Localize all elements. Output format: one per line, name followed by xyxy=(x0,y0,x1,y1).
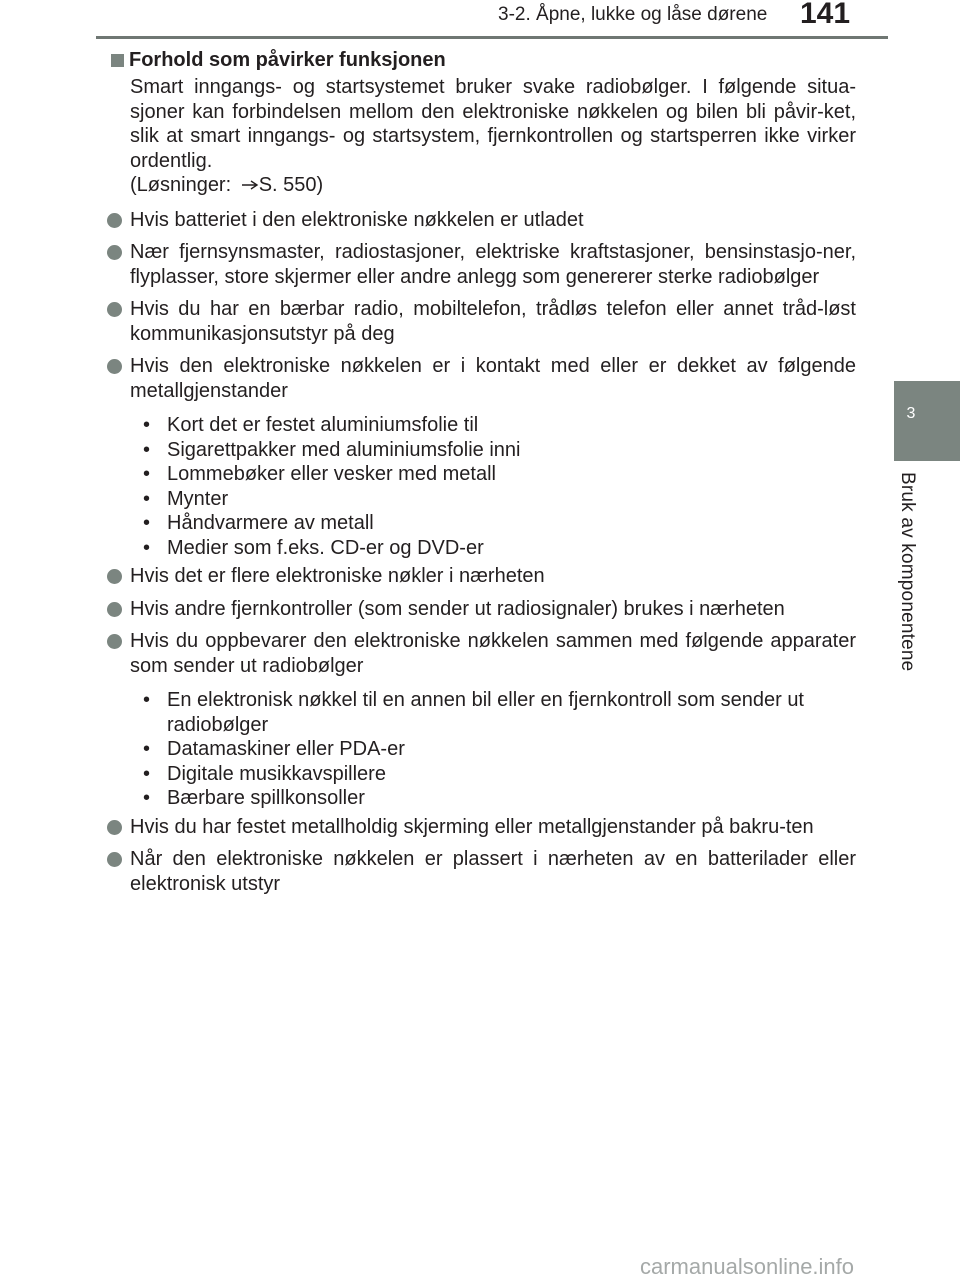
list-item-text: Nær fjernsynsmaster, radiostasjoner, elektriske kraftstasjoner, bensinstasjo-ner, flyplasser, store skjermer eller andre anlegg som genererer sterke radiobølger xyxy=(130,241,856,288)
sub-list-item xyxy=(130,786,856,811)
circle-bullet-icon xyxy=(107,245,122,260)
list-item xyxy=(130,815,856,840)
running-header-title: 3-2. Åpne, lukke og låse dørene xyxy=(498,4,768,25)
list-item-text: Hvis det er flere elektroniske nøkler i nærheten xyxy=(130,565,545,587)
sub-list-item-text: Lommebøker eller vesker med metall xyxy=(167,463,496,485)
circle-bullet-icon xyxy=(107,852,122,867)
circle-bullet-icon xyxy=(107,820,122,835)
bullet-dot-icon: • xyxy=(143,414,151,436)
bullet-dot-icon: • xyxy=(143,738,151,760)
chapter-label: Bruk av komponentene xyxy=(897,472,918,672)
sub-list-item-text: Mynter xyxy=(167,487,229,510)
sub-list-item-text: Datamaskiner eller PDA-er xyxy=(167,738,405,760)
bullet-dot-icon: • xyxy=(143,689,151,711)
reference-page-link[interactable]: S. 550) xyxy=(258,174,324,196)
sub-list-item-text: Kort det er festet aluminiumsfolie til xyxy=(167,414,479,436)
sub-list-item xyxy=(130,536,856,561)
sub-list-item xyxy=(130,413,856,438)
list-item-text: Hvis den elektroniske nøkkelen er i kontakt med eller er dekket av følgende metallgjenstander xyxy=(130,355,856,402)
watermark-text: carmanualsonline.info xyxy=(640,1254,855,1279)
intro-paragraph: Smart inngangs- og startsystemet bruker svake radiobølger. I følgende situa-sjoner kan forbindelsen mellom den elektroniske nøkkelen og bilen bli påvir-ket, slik at smart inngangs- og startsystem, fjernkontrollen og startsperren ikke virker ordentlig. xyxy=(130,76,856,172)
list-item-text: Hvis batteriet i den elektroniske nøkkelen er utladet xyxy=(130,208,584,231)
sub-list-item xyxy=(130,487,856,512)
sub-list-item-text: Medier som f.eks. CD-er og DVD-er xyxy=(167,536,484,559)
sub-list-item xyxy=(130,462,856,487)
circle-bullet-icon xyxy=(107,634,122,649)
section-heading-text: Forhold som påvirker funksjonen xyxy=(129,48,446,71)
circle-bullet-icon xyxy=(107,569,122,584)
list-item-text: Hvis du oppbevarer den elektroniske nøkkelen sammen med følgende apparater som sender ut radiobølger xyxy=(130,630,856,677)
bullet-dot-icon: • xyxy=(143,787,151,809)
header-divider xyxy=(96,36,888,39)
sub-list-item xyxy=(130,511,856,536)
reference-prefix: (Løsninger: xyxy=(130,174,237,196)
sub-list-item xyxy=(130,438,856,463)
circle-bullet-icon xyxy=(107,359,122,374)
section-heading xyxy=(96,42,856,78)
arrow-right-icon xyxy=(241,173,259,198)
list-item xyxy=(130,240,856,289)
bullet-dot-icon: • xyxy=(143,762,151,785)
list-item-text: Når den elektroniske nøkkelen er plassert i nærheten av en batterilader eller elektronisk utstyr xyxy=(130,848,856,895)
list-item-text: Hvis andre fjernkontroller (som sender ut radiosignaler) brukes i nærheten xyxy=(130,597,785,620)
circle-bullet-icon xyxy=(107,602,122,617)
list-item-text: Hvis du har en bærbar radio, mobiltelefon, trådløs telefon eller annet tråd-løst kommunikasjonsutstyr på deg xyxy=(130,298,856,345)
metal-objects-list xyxy=(130,413,856,560)
sub-list-item-text: En elektronisk nøkkel til en annen bil eller en fjernkontroll som sender ut radiobølger xyxy=(167,689,804,736)
sub-list-item-text: Sigarettpakker med aluminiumsfolie inni xyxy=(167,438,521,461)
circle-bullet-icon xyxy=(107,302,122,317)
sub-list-item-text: Bærbare spillkonsoller xyxy=(167,787,365,809)
bullet-dot-icon: • xyxy=(143,487,151,510)
page-body xyxy=(96,42,856,896)
list-item xyxy=(130,208,856,233)
list-item-text: Hvis du har festet metallholdig skjerming eller metallgjenstander på bakru-ten xyxy=(130,815,814,838)
circle-bullet-icon xyxy=(107,213,122,228)
list-item xyxy=(130,564,856,589)
bullet-dot-icon: • xyxy=(143,512,151,534)
sub-list-item xyxy=(130,762,856,787)
list-item xyxy=(130,297,856,346)
sub-list-item xyxy=(130,737,856,762)
bullet-dot-icon: • xyxy=(143,463,151,485)
list-item xyxy=(130,629,856,678)
sub-list-item xyxy=(130,688,856,737)
sub-list-item-text: Digitale musikkavspillere xyxy=(167,762,386,785)
solution-reference xyxy=(130,173,856,198)
list-item xyxy=(130,597,856,622)
list-item xyxy=(130,354,856,403)
bullet-dot-icon: • xyxy=(143,438,151,461)
chapter-number: 3 xyxy=(906,405,916,422)
square-bullet-icon xyxy=(111,54,124,67)
list-item xyxy=(130,847,856,896)
sub-list-item-text: Håndvarmere av metall xyxy=(167,512,374,534)
page-number: 141 xyxy=(800,0,851,30)
radio-devices-list xyxy=(130,688,856,811)
bullet-dot-icon: • xyxy=(143,536,151,559)
